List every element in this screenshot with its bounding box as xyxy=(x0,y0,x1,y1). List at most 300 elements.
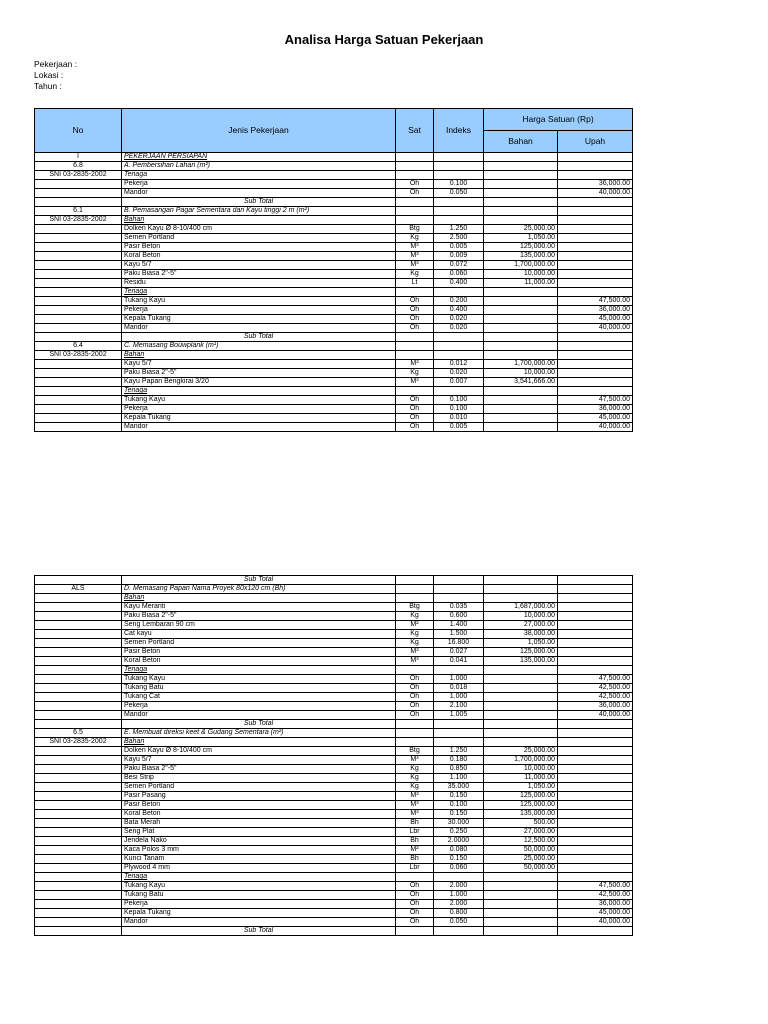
cell-sat: Kg xyxy=(396,630,434,639)
cell-no: SNI 03-2835-2002 xyxy=(35,216,122,225)
table-row xyxy=(35,198,633,207)
table-row xyxy=(35,783,633,792)
cell-indeks: 0.041 xyxy=(434,657,484,666)
cell-upah xyxy=(558,351,633,360)
table-row xyxy=(35,315,633,324)
cell-indeks xyxy=(434,153,484,162)
cell-no xyxy=(35,621,122,630)
cell-jenis-pekerjaan: Sub Total xyxy=(122,333,396,342)
cell-bahan xyxy=(484,405,558,414)
cell-no xyxy=(35,279,122,288)
cell-bahan xyxy=(484,189,558,198)
cell-jenis-pekerjaan: Paku Biasa 2"-5" xyxy=(122,369,396,378)
cell-jenis-pekerjaan: Bahan xyxy=(122,351,396,360)
cell-jenis-pekerjaan: Kepala Tukang xyxy=(122,414,396,423)
cell-indeks: 1.250 xyxy=(434,225,484,234)
cell-sat xyxy=(396,171,434,180)
meta-lokasi: Lokasi : xyxy=(34,70,64,80)
cell-no xyxy=(35,378,122,387)
cell-sat: M² xyxy=(396,621,434,630)
cell-no xyxy=(35,819,122,828)
cell-no xyxy=(35,873,122,882)
cell-jenis-pekerjaan: Tenaga xyxy=(122,873,396,882)
cell-sat: Oh xyxy=(396,297,434,306)
table-row xyxy=(35,252,633,261)
table-row xyxy=(35,261,633,270)
table-row xyxy=(35,639,633,648)
cell-indeks xyxy=(434,738,484,747)
cell-bahan: 10,000.00 xyxy=(484,612,558,621)
cell-sat: Kg xyxy=(396,639,434,648)
cell-no xyxy=(35,909,122,918)
cell-upah xyxy=(558,855,633,864)
cell-no xyxy=(35,225,122,234)
cell-bahan: 125,000.00 xyxy=(484,801,558,810)
cell-sat: M³ xyxy=(396,756,434,765)
cell-bahan xyxy=(484,306,558,315)
cell-bahan xyxy=(484,594,558,603)
table-row xyxy=(35,225,633,234)
table-row xyxy=(35,729,633,738)
cell-sat xyxy=(396,720,434,729)
cell-indeks xyxy=(434,342,484,351)
header-indeks: Indeks xyxy=(434,109,484,153)
cell-jenis-pekerjaan: Cat kayu xyxy=(122,630,396,639)
cell-no xyxy=(35,252,122,261)
cell-sat: M³ xyxy=(396,378,434,387)
cell-upah xyxy=(558,243,633,252)
cell-indeks xyxy=(434,207,484,216)
cell-sat: Oh xyxy=(396,702,434,711)
header-bahan: Bahan xyxy=(484,131,558,153)
cell-indeks: 0.850 xyxy=(434,765,484,774)
table-row xyxy=(35,405,633,414)
cell-no xyxy=(35,576,122,585)
cell-indeks xyxy=(434,594,484,603)
meta-tahun: Tahun : xyxy=(34,81,62,91)
cell-sat: Kg xyxy=(396,369,434,378)
cell-no xyxy=(35,720,122,729)
cell-indeks: 1.500 xyxy=(434,630,484,639)
cell-indeks: 0.020 xyxy=(434,369,484,378)
cell-bahan: 25,000.00 xyxy=(484,225,558,234)
cell-sat: Oh xyxy=(396,684,434,693)
cell-sat: Kg xyxy=(396,234,434,243)
cell-bahan: 1,050.00 xyxy=(484,783,558,792)
cell-no: 6.4 xyxy=(35,342,122,351)
cell-bahan xyxy=(484,162,558,171)
cell-sat xyxy=(396,729,434,738)
cell-sat: Kg xyxy=(396,774,434,783)
cell-indeks xyxy=(434,576,484,585)
table-row xyxy=(35,594,633,603)
table-row xyxy=(35,693,633,702)
cell-jenis-pekerjaan: Bahan xyxy=(122,594,396,603)
table-row xyxy=(35,288,633,297)
cell-indeks: 0.020 xyxy=(434,315,484,324)
cell-upah xyxy=(558,729,633,738)
cell-upah: 36,000.00 xyxy=(558,900,633,909)
cell-no xyxy=(35,765,122,774)
cell-upah xyxy=(558,207,633,216)
table-body xyxy=(35,576,633,936)
cell-sat xyxy=(396,216,434,225)
cell-sat: Kg xyxy=(396,765,434,774)
cell-bahan: 135,000.00 xyxy=(484,252,558,261)
cell-no: 6.5 xyxy=(35,729,122,738)
table-row xyxy=(35,747,633,756)
cell-no xyxy=(35,666,122,675)
table-row xyxy=(35,882,633,891)
cell-no xyxy=(35,387,122,396)
cell-jenis-pekerjaan: Bata Merah xyxy=(122,819,396,828)
cell-bahan xyxy=(484,675,558,684)
cell-jenis-pekerjaan: Pekerja xyxy=(122,180,396,189)
cell-indeks xyxy=(434,351,484,360)
cell-no xyxy=(35,198,122,207)
table-row xyxy=(35,162,633,171)
cell-sat: Oh xyxy=(396,891,434,900)
cell-no xyxy=(35,612,122,621)
cell-no xyxy=(35,639,122,648)
header-upah: Upah xyxy=(558,131,633,153)
cell-indeks: 0.060 xyxy=(434,864,484,873)
cell-sat: Oh xyxy=(396,324,434,333)
cell-indeks xyxy=(434,198,484,207)
table-row xyxy=(35,900,633,909)
cell-sat: Oh xyxy=(396,675,434,684)
document-meta xyxy=(34,59,77,92)
cell-indeks xyxy=(434,333,484,342)
cell-sat: Oh xyxy=(396,693,434,702)
cell-bahan xyxy=(484,918,558,927)
cell-jenis-pekerjaan: Koral Beton xyxy=(122,810,396,819)
cell-jenis-pekerjaan: Tukang Cat xyxy=(122,693,396,702)
cell-indeks: 0.060 xyxy=(434,270,484,279)
cell-sat xyxy=(396,387,434,396)
cell-jenis-pekerjaan: Mandor xyxy=(122,711,396,720)
table-row xyxy=(35,846,633,855)
table-row xyxy=(35,234,633,243)
cell-jenis-pekerjaan: Dolken Kayu Ø 8-10/400 cm xyxy=(122,225,396,234)
table-row xyxy=(35,324,633,333)
cell-jenis-pekerjaan: Koral Beton xyxy=(122,657,396,666)
cell-upah xyxy=(558,171,633,180)
cell-upah xyxy=(558,378,633,387)
cell-jenis-pekerjaan: Tukang Kayu xyxy=(122,396,396,405)
cell-indeks: 0.020 xyxy=(434,324,484,333)
cell-upah xyxy=(558,198,633,207)
cell-no xyxy=(35,684,122,693)
cell-sat xyxy=(396,585,434,594)
cell-jenis-pekerjaan: Semen Portland xyxy=(122,783,396,792)
cell-jenis-pekerjaan: Plywood 4 mm xyxy=(122,864,396,873)
cell-no xyxy=(35,261,122,270)
cell-upah xyxy=(558,810,633,819)
cell-bahan xyxy=(484,324,558,333)
cell-upah xyxy=(558,873,633,882)
cell-indeks xyxy=(434,162,484,171)
cell-jenis-pekerjaan: Sub Total xyxy=(122,198,396,207)
cell-indeks xyxy=(434,720,484,729)
table-row xyxy=(35,378,633,387)
cell-indeks: 0.180 xyxy=(434,756,484,765)
cell-sat xyxy=(396,738,434,747)
cell-no: 6.1 xyxy=(35,207,122,216)
cell-indeks: 1.100 xyxy=(434,774,484,783)
cell-upah xyxy=(558,603,633,612)
cell-upah: 42,500.00 xyxy=(558,684,633,693)
cell-no xyxy=(35,900,122,909)
cell-bahan: 3,541,666.00 xyxy=(484,378,558,387)
cell-upah xyxy=(558,270,633,279)
cell-no xyxy=(35,702,122,711)
cell-no xyxy=(35,792,122,801)
cell-bahan xyxy=(484,576,558,585)
cell-no: SNI 03-2835-2002 xyxy=(35,738,122,747)
cell-sat: Btg xyxy=(396,603,434,612)
cell-bahan: 1,700,000.00 xyxy=(484,261,558,270)
cell-no xyxy=(35,882,122,891)
cell-bahan xyxy=(484,315,558,324)
cell-sat: M² xyxy=(396,846,434,855)
table-row xyxy=(35,207,633,216)
cell-jenis-pekerjaan: Kunci Tanam xyxy=(122,855,396,864)
cell-jenis-pekerjaan: C. Memasang Bouwplank (m¹) xyxy=(122,342,396,351)
cell-no xyxy=(35,594,122,603)
cell-indeks xyxy=(434,171,484,180)
cell-bahan: 125,000.00 xyxy=(484,243,558,252)
cell-sat: Oh xyxy=(396,189,434,198)
cell-jenis-pekerjaan: Pasir Beton xyxy=(122,243,396,252)
cell-indeks xyxy=(434,585,484,594)
cell-sat: M³ xyxy=(396,252,434,261)
cell-sat: Oh xyxy=(396,918,434,927)
cell-bahan: 1,687,000.00 xyxy=(484,603,558,612)
cell-bahan xyxy=(484,882,558,891)
cell-bahan: 135,000.00 xyxy=(484,657,558,666)
cell-indeks: 2.500 xyxy=(434,234,484,243)
cell-upah: 40,000.00 xyxy=(558,189,633,198)
cell-upah xyxy=(558,342,633,351)
cell-jenis-pekerjaan: Dolken Kayu Ø 8-10/400 cm xyxy=(122,747,396,756)
cell-no xyxy=(35,657,122,666)
cell-sat: Oh xyxy=(396,711,434,720)
analysis-table-1 xyxy=(34,108,633,432)
cell-sat: M³ xyxy=(396,360,434,369)
table-row xyxy=(35,414,633,423)
table-row xyxy=(35,738,633,747)
cell-bahan: 1,700,000.00 xyxy=(484,756,558,765)
cell-indeks: 0.050 xyxy=(434,918,484,927)
cell-jenis-pekerjaan: Paku Biasa 2"-5" xyxy=(122,270,396,279)
cell-indeks: 0.050 xyxy=(434,189,484,198)
table-row xyxy=(35,630,633,639)
cell-upah: 40,000.00 xyxy=(558,324,633,333)
cell-upah xyxy=(558,153,633,162)
cell-jenis-pekerjaan: Seng Lembaran 90 cm xyxy=(122,621,396,630)
cell-jenis-pekerjaan: Bahan xyxy=(122,216,396,225)
cell-indeks: 0.400 xyxy=(434,279,484,288)
table-row xyxy=(35,216,633,225)
table-row xyxy=(35,171,633,180)
cell-indeks: 16.800 xyxy=(434,639,484,648)
cell-jenis-pekerjaan: Seng Plat xyxy=(122,828,396,837)
cell-no xyxy=(35,324,122,333)
cell-bahan: 12,500.00 xyxy=(484,837,558,846)
cell-indeks: 0.009 xyxy=(434,252,484,261)
cell-indeks: 0.400 xyxy=(434,306,484,315)
cell-upah xyxy=(558,261,633,270)
cell-indeks: 2.000 xyxy=(434,882,484,891)
cell-indeks: 0.012 xyxy=(434,360,484,369)
table-row xyxy=(35,855,633,864)
cell-bahan xyxy=(484,873,558,882)
cell-indeks: 35.000 xyxy=(434,783,484,792)
header-harga-satuan: Harga Satuan (Rp) xyxy=(484,109,633,131)
cell-indeks: 30.000 xyxy=(434,819,484,828)
cell-jenis-pekerjaan: Kepala Tukang xyxy=(122,909,396,918)
cell-jenis-pekerjaan: Tenaga xyxy=(122,171,396,180)
cell-upah xyxy=(558,333,633,342)
cell-indeks: 1.005 xyxy=(434,711,484,720)
cell-sat: Kg xyxy=(396,612,434,621)
cell-upah xyxy=(558,801,633,810)
cell-indeks xyxy=(434,216,484,225)
cell-no xyxy=(35,360,122,369)
cell-no xyxy=(35,927,122,936)
cell-indeks: 1.000 xyxy=(434,891,484,900)
page-title: Analisa Harga Satuan Pekerjaan xyxy=(284,32,484,47)
cell-sat xyxy=(396,927,434,936)
cell-indeks: 0.027 xyxy=(434,648,484,657)
cell-sat: Kg xyxy=(396,270,434,279)
cell-indeks: 0.018 xyxy=(434,684,484,693)
cell-upah xyxy=(558,837,633,846)
cell-indeks: 0.072 xyxy=(434,261,484,270)
table-row xyxy=(35,342,633,351)
cell-no xyxy=(35,270,122,279)
cell-sat xyxy=(396,153,434,162)
table-row xyxy=(35,909,633,918)
cell-upah xyxy=(558,846,633,855)
analysis-table-2 xyxy=(34,575,633,936)
cell-upah: 47,500.00 xyxy=(558,882,633,891)
cell-upah xyxy=(558,594,633,603)
cell-indeks xyxy=(434,873,484,882)
cell-bahan xyxy=(484,729,558,738)
table-row xyxy=(35,720,633,729)
cell-indeks xyxy=(434,927,484,936)
cell-no xyxy=(35,297,122,306)
cell-upah xyxy=(558,765,633,774)
cell-indeks: 0.150 xyxy=(434,810,484,819)
cell-upah: 45,000.00 xyxy=(558,315,633,324)
cell-sat: Btg xyxy=(396,225,434,234)
meta-pekerjaan: Pekerjaan : xyxy=(34,59,77,69)
cell-bahan xyxy=(484,900,558,909)
cell-jenis-pekerjaan: Sub Total xyxy=(122,576,396,585)
cell-sat: M³ xyxy=(396,243,434,252)
cell-sat: Oh xyxy=(396,423,434,432)
cell-sat: M³ xyxy=(396,810,434,819)
cell-bahan: 125,000.00 xyxy=(484,792,558,801)
table-row xyxy=(35,756,633,765)
cell-no xyxy=(35,648,122,657)
cell-jenis-pekerjaan: Sub Total xyxy=(122,927,396,936)
cell-indeks: 0.100 xyxy=(434,801,484,810)
cell-sat xyxy=(396,333,434,342)
cell-indeks: 1.400 xyxy=(434,621,484,630)
cell-upah xyxy=(558,360,633,369)
cell-bahan: 11,000.00 xyxy=(484,279,558,288)
cell-upah xyxy=(558,756,633,765)
cell-sat: Oh xyxy=(396,900,434,909)
cell-bahan: 27,000.00 xyxy=(484,621,558,630)
cell-sat: Lbr xyxy=(396,828,434,837)
cell-upah xyxy=(558,666,633,675)
cell-no xyxy=(35,756,122,765)
table-row xyxy=(35,576,633,585)
cell-no xyxy=(35,423,122,432)
cell-jenis-pekerjaan: Semen Portland xyxy=(122,234,396,243)
cell-upah xyxy=(558,657,633,666)
cell-sat xyxy=(396,198,434,207)
cell-bahan: 38,000.00 xyxy=(484,630,558,639)
cell-no xyxy=(35,711,122,720)
cell-bahan: 1,050.00 xyxy=(484,234,558,243)
cell-upah xyxy=(558,225,633,234)
cell-bahan: 500.00 xyxy=(484,819,558,828)
cell-bahan xyxy=(484,720,558,729)
cell-jenis-pekerjaan: B. Pemasangan Pagar Sementara dari Kayu tinggi 2 m (m²) xyxy=(122,207,396,216)
cell-jenis-pekerjaan: Sub Total xyxy=(122,720,396,729)
cell-bahan xyxy=(484,693,558,702)
cell-jenis-pekerjaan: Kayu 5/7 xyxy=(122,261,396,270)
cell-upah xyxy=(558,819,633,828)
cell-no: SNI 03-2835-2002 xyxy=(35,351,122,360)
cell-indeks: 0.035 xyxy=(434,603,484,612)
cell-bahan xyxy=(484,387,558,396)
cell-upah xyxy=(558,369,633,378)
table-row xyxy=(35,270,633,279)
cell-no xyxy=(35,315,122,324)
table-row xyxy=(35,297,633,306)
cell-indeks: 0.600 xyxy=(434,612,484,621)
cell-bahan xyxy=(484,351,558,360)
cell-no xyxy=(35,234,122,243)
cell-indeks: 2.100 xyxy=(434,702,484,711)
cell-upah xyxy=(558,630,633,639)
cell-no xyxy=(35,306,122,315)
cell-upah xyxy=(558,738,633,747)
cell-bahan: 25,000.00 xyxy=(484,747,558,756)
table-row xyxy=(35,837,633,846)
cell-upah xyxy=(558,783,633,792)
table-row xyxy=(35,621,633,630)
table-row xyxy=(35,810,633,819)
cell-no xyxy=(35,369,122,378)
cell-jenis-pekerjaan: Mandor xyxy=(122,189,396,198)
cell-jenis-pekerjaan: Pasir Pasang xyxy=(122,792,396,801)
cell-bahan xyxy=(484,180,558,189)
cell-no xyxy=(35,828,122,837)
cell-upah: 36,000.00 xyxy=(558,306,633,315)
cell-sat xyxy=(396,207,434,216)
cell-upah xyxy=(558,792,633,801)
cell-no xyxy=(35,855,122,864)
table-row xyxy=(35,396,633,405)
